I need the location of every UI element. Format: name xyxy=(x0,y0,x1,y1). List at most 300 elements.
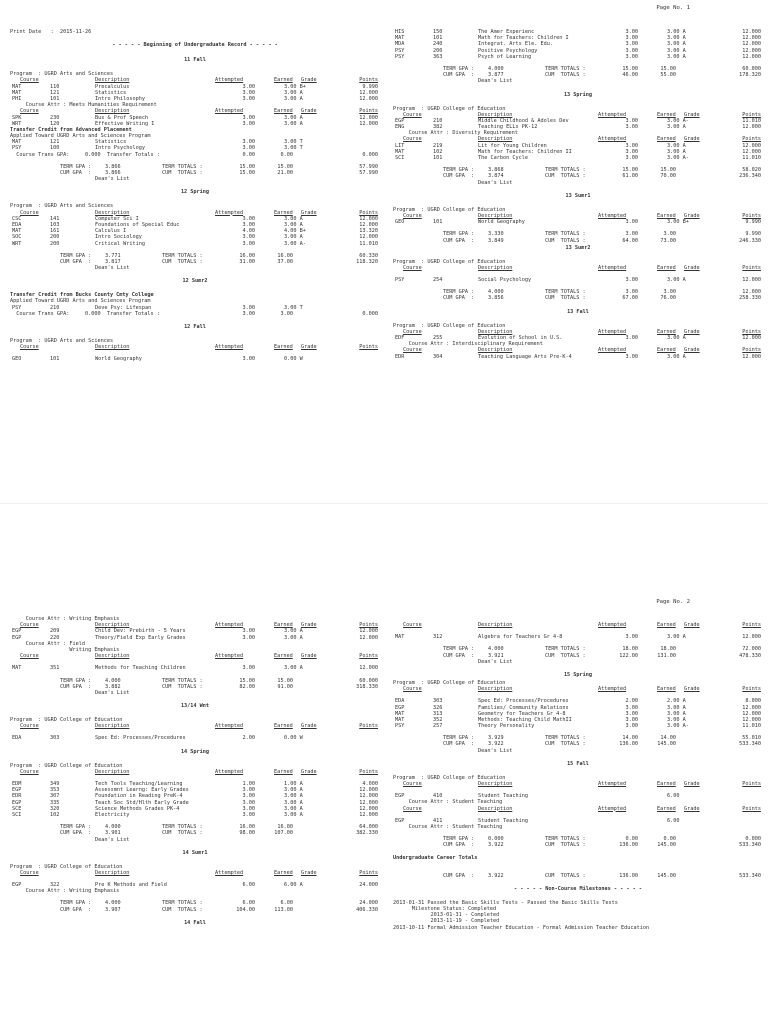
deans-list-note: Dean's List xyxy=(95,176,130,183)
totals-label: CUM TOTALS : xyxy=(162,170,203,176)
gpa-label: TERM GPA : xyxy=(443,65,475,72)
text-line: Applied Toward UGRD Arts and Sciences Program xyxy=(10,298,151,305)
course-attempted: 3.00 xyxy=(242,240,255,247)
header-course: Course xyxy=(403,805,422,812)
course-points: 12.000 xyxy=(359,95,378,102)
totals-earned: 3.00 xyxy=(663,289,676,296)
header-description: Description xyxy=(478,622,513,628)
course-row xyxy=(10,812,380,818)
totals-label: TERM TOTALS : xyxy=(162,824,203,831)
course-number: 257 xyxy=(433,723,443,730)
course-description: Families/ Community Relations xyxy=(478,704,569,711)
totals-label: CUM TOTALS : xyxy=(545,741,586,748)
totals-label: CUM TOTALS : xyxy=(162,906,203,913)
course-attempted: 3.00 xyxy=(625,155,638,161)
course-points: 12.000 xyxy=(359,89,378,96)
totals-earned: 70.00 xyxy=(660,173,676,180)
gpa-value: 3.866 xyxy=(105,163,121,170)
course-number: 101 xyxy=(433,219,443,226)
totals-attempted: 104.00 xyxy=(236,906,255,913)
course-points: 11.010 xyxy=(742,155,761,161)
header-earned: Earned xyxy=(274,723,293,730)
totals-points: 478.330 xyxy=(739,652,761,659)
header-attempted: Attempted xyxy=(215,869,244,876)
course-attempted: 3.00 xyxy=(625,704,638,711)
course-number: 210 xyxy=(50,304,60,311)
course-earned-grade: 3.00 A xyxy=(284,628,303,635)
header-points: Points xyxy=(359,77,378,84)
course-earned-grade: 3.00 A xyxy=(667,35,686,42)
header-attempted: Attempted xyxy=(215,653,244,660)
header-grade: Grade xyxy=(301,622,317,629)
course-points: 12.000 xyxy=(742,53,761,60)
course-subject: MAT xyxy=(12,228,22,235)
course-description: Statistics xyxy=(95,89,127,96)
course-description: Teaching Language Arts Pre-K-4 xyxy=(478,353,572,360)
section-heading: Transfer Credit from Advanced Placement xyxy=(10,126,132,133)
course-points: 12.000 xyxy=(359,811,378,818)
course-description: Theory Personality xyxy=(478,723,535,730)
totals-label: TERM TOTALS : xyxy=(545,167,586,174)
course-attempted: 3.00 xyxy=(625,53,638,60)
term-title: 13 Sumr1 xyxy=(565,192,591,199)
course-subject: MAT xyxy=(395,716,405,723)
course-earned-grade: 3.00 A xyxy=(284,634,303,641)
totals-earned: 16.00 xyxy=(277,824,293,831)
course-number: 200 xyxy=(433,47,443,54)
course-earned-grade: 3.00 A xyxy=(284,221,303,228)
header-grade: Grade xyxy=(684,264,700,271)
course-description: Psych of Learning xyxy=(478,53,532,60)
course-subject: SPK xyxy=(12,114,22,121)
totals-attempted: 136.00 xyxy=(619,741,638,748)
course-earned-grade: 6.00 xyxy=(667,817,680,824)
transfer-earned: 0.00 xyxy=(280,151,293,158)
term-title: 13 Fall xyxy=(567,308,589,315)
gpa-value: 3.771 xyxy=(105,252,121,259)
course-subject: EGP xyxy=(12,882,22,889)
course-subject: EGP xyxy=(395,704,405,711)
course-number: 150 xyxy=(433,29,443,35)
totals-points: 406.330 xyxy=(356,906,378,913)
totals-earned: 55.00 xyxy=(660,72,676,79)
course-points: 12.000 xyxy=(742,41,761,48)
course-subject: WRT xyxy=(12,240,22,247)
course-description: Geometry for Teachers Gr 4-8 xyxy=(478,710,566,717)
header-description: Description xyxy=(478,347,513,354)
header-attempted: Attempted xyxy=(598,136,627,143)
course-earned-grade: 6.00 A xyxy=(284,882,303,889)
course-description: Tech Tools Teaching/Learning xyxy=(95,781,183,787)
course-subject: WRT xyxy=(12,120,22,127)
text-line: Course Attr : Writing Emphasis xyxy=(10,616,120,622)
course-earned-grade: 2.00 A xyxy=(667,698,686,705)
course-attempted: 6.00 xyxy=(242,882,255,889)
course-points: 12.000 xyxy=(742,277,761,284)
course-points: 9.990 xyxy=(362,83,378,90)
course-description: Intro Sociology xyxy=(95,234,142,241)
header-course: Course xyxy=(20,209,39,216)
gpa-label: CUM GPA : xyxy=(60,906,92,913)
course-subject: SOC xyxy=(12,234,22,241)
header-grade: Grade xyxy=(684,328,700,335)
header-course: Course xyxy=(403,347,422,354)
totals-attempted: 16.00 xyxy=(239,252,255,259)
header-earned: Earned xyxy=(657,347,676,354)
course-description: Assessmnt Learng: Early Grades xyxy=(95,787,189,794)
course-attempted: 3.00 xyxy=(242,215,255,222)
text-line: 2013-01-31 - Completed xyxy=(393,912,500,919)
course-number: 313 xyxy=(433,710,443,717)
course-number: 312 xyxy=(433,634,443,641)
header-description: Description xyxy=(478,328,513,335)
course-points: 12.000 xyxy=(742,142,761,149)
totals-earned: 16.00 xyxy=(277,252,293,259)
term-title: - - - - - Beginning of Undergraduate Record - - - - - xyxy=(112,42,278,49)
gpa-line xyxy=(10,907,380,913)
header-earned: Earned xyxy=(274,768,293,775)
gpa-label: CUM GPA : xyxy=(443,842,475,849)
column-header xyxy=(393,686,763,692)
text-line: Program : UGRD College of Education xyxy=(393,258,506,265)
course-points: 12.000 xyxy=(359,787,378,794)
course-subject: EGP xyxy=(12,787,22,794)
totals-points: 57.990 xyxy=(359,170,378,176)
course-description: Critical Writing xyxy=(95,240,145,247)
term-title: 15 Spring xyxy=(563,671,593,678)
header-points: Points xyxy=(359,653,378,660)
right-column xyxy=(393,29,763,360)
course-earned-grade: 3.00 A xyxy=(667,353,686,360)
course-number: 103 xyxy=(50,221,60,228)
totals-earned: 145.00 xyxy=(657,741,676,748)
course-attempted: 4.00 xyxy=(242,228,255,235)
course-attempted: 3.00 xyxy=(625,148,638,155)
header-course: Course xyxy=(403,328,422,335)
totals-earned: 18.00 xyxy=(660,646,676,653)
course-points: 24.000 xyxy=(359,882,378,889)
course-row xyxy=(10,356,380,362)
text-line: Program : UGRD Arts and Sciences xyxy=(10,338,114,344)
header-grade: Grade xyxy=(684,781,700,787)
header-points: Points xyxy=(742,781,761,787)
header-points: Points xyxy=(359,869,378,876)
course-number: 120 xyxy=(50,120,60,127)
totals-earned: 76.00 xyxy=(660,295,676,302)
header-course: Course xyxy=(403,622,422,628)
course-row xyxy=(393,723,763,729)
totals-label: TERM TOTALS : xyxy=(545,646,586,653)
course-points: 12.000 xyxy=(742,148,761,155)
header-grade: Grade xyxy=(684,111,700,118)
header-attempted: Attempted xyxy=(215,768,244,775)
course-number: 102 xyxy=(50,811,60,818)
header-points: Points xyxy=(359,622,378,629)
course-points: 12.000 xyxy=(742,29,761,35)
course-subject: EGP xyxy=(395,817,405,824)
header-grade: Grade xyxy=(684,622,700,628)
header-course: Course xyxy=(403,212,422,219)
course-points: 12.000 xyxy=(742,124,761,131)
header-earned: Earned xyxy=(657,622,676,628)
section-heading: Undergraduate Career Totals xyxy=(393,854,478,861)
course-earned-grade: 3.00 B+ xyxy=(667,219,689,226)
header-points: Points xyxy=(742,136,761,143)
header-points: Points xyxy=(742,347,761,354)
header-points: Points xyxy=(359,108,378,115)
text-line: Program : UGRD College of Education xyxy=(393,679,506,686)
course-earned-grade: 3.00 A xyxy=(284,120,303,127)
text-line: Course Attr : Interdisciplinary Requirement xyxy=(393,341,543,348)
course-earned-grade: 3.00 A xyxy=(667,634,686,641)
deans-list-note: Dean's List xyxy=(95,689,130,696)
course-points: 12.000 xyxy=(359,634,378,641)
totals-points: 118.320 xyxy=(356,258,378,265)
totals-attempted: 14.00 xyxy=(622,735,638,742)
course-points: 11.010 xyxy=(742,117,761,124)
totals-label: CUM TOTALS : xyxy=(545,872,586,879)
course-points: 12.000 xyxy=(742,716,761,723)
course-description: Student Teaching xyxy=(478,817,528,824)
header-description: Description xyxy=(95,768,130,775)
gpa-label: TERM GPA : xyxy=(443,167,475,174)
course-attempted: 3.00 xyxy=(625,117,638,124)
header-description: Description xyxy=(95,723,130,730)
course-subject: EGP xyxy=(395,117,405,124)
course-subject: PSY xyxy=(12,145,22,152)
totals-earned: 15.00 xyxy=(660,167,676,174)
transfer-earned: 3.00 xyxy=(280,310,293,317)
course-subject: MAT xyxy=(12,139,22,146)
text-line: Program : UGRD Arts and Sciences xyxy=(10,71,114,78)
course-points: 12.000 xyxy=(359,114,378,121)
course-number: 363 xyxy=(433,53,443,60)
course-attempted: 2.00 xyxy=(625,698,638,705)
course-number: 411 xyxy=(433,817,443,824)
course-subject: EGP xyxy=(12,634,22,641)
course-attempted: 2.00 xyxy=(242,735,255,742)
course-description: Positive Psychology xyxy=(478,47,538,54)
header-attempted: Attempted xyxy=(215,622,244,629)
course-description: Statistics xyxy=(95,139,127,146)
totals-points: 60.000 xyxy=(742,65,761,72)
course-description: Evolution of School in U.S. xyxy=(478,335,563,341)
column-header xyxy=(10,653,380,659)
totals-attempted: 136.00 xyxy=(619,872,638,879)
header-description: Description xyxy=(478,805,513,812)
course-number: 141 xyxy=(50,215,60,222)
course-attempted: 3.00 xyxy=(625,335,638,341)
course-number: 255 xyxy=(433,335,443,341)
course-number: 101 xyxy=(433,35,443,42)
totals-points: 246.330 xyxy=(739,237,761,244)
course-description: Effective Writing I xyxy=(95,120,155,127)
course-attempted: 3.00 xyxy=(242,665,255,672)
course-description: Foundation in Reading PreK-4 xyxy=(95,793,183,800)
header-grade: Grade xyxy=(684,347,700,354)
header-grade: Grade xyxy=(301,77,317,84)
totals-attempted: 61.00 xyxy=(622,173,638,180)
term-title: 12 Fall xyxy=(184,324,206,330)
text-line: Program : UGRD College of Education xyxy=(393,322,506,329)
totals-label: CUM TOTALS : xyxy=(162,683,203,690)
header-points: Points xyxy=(359,344,378,351)
transfer-attempted: 0.00 xyxy=(242,151,255,158)
text-line: Program : UGRD College of Education xyxy=(393,105,506,112)
course-earned-grade: 4.00 B+ xyxy=(284,228,306,235)
header-description: Description xyxy=(95,77,130,84)
course-points: 12.000 xyxy=(359,221,378,228)
course-subject: EDR xyxy=(12,793,22,800)
course-subject: HIS xyxy=(395,29,405,35)
text-line: Course Attr : Student Teaching xyxy=(393,823,503,830)
header-description: Description xyxy=(95,344,130,351)
header-attempted: Attempted xyxy=(598,347,627,354)
course-attempted: 1.00 xyxy=(242,781,255,787)
totals-attempted: 15.00 xyxy=(239,677,255,684)
course-attempted: 3.00 xyxy=(242,634,255,641)
totals-earned: 145.00 xyxy=(657,872,676,879)
totals-label: TERM TOTALS : xyxy=(162,163,203,170)
column-header xyxy=(10,344,380,350)
totals-points: 24.000 xyxy=(359,900,378,907)
course-number: 101 xyxy=(50,356,60,363)
term-title: 13 Spring xyxy=(563,91,593,98)
header-course: Course xyxy=(20,77,39,84)
gpa-value: 4.000 xyxy=(105,677,121,684)
header-earned: Earned xyxy=(274,622,293,629)
term-title: 15 Fall xyxy=(567,760,589,767)
totals-earned: 6.00 xyxy=(280,900,293,907)
course-points: 12.000 xyxy=(742,710,761,717)
header-description: Description xyxy=(478,686,513,693)
course-attempted: 3.00 xyxy=(242,628,255,635)
course-description: Deve Psy: Lifespan xyxy=(95,304,152,311)
course-description: Science Methods Grades PK-4 xyxy=(95,805,180,812)
totals-earned: 0.00 xyxy=(663,836,676,843)
header-description: Description xyxy=(478,136,513,143)
course-description: World Geography xyxy=(95,356,142,363)
deans-list-note: Dean's List xyxy=(478,747,513,754)
course-subject: MAT xyxy=(395,35,405,42)
course-earned-grade: 3.00 A xyxy=(667,47,686,54)
gpa-value: 4.000 xyxy=(488,289,504,296)
header-points: Points xyxy=(742,805,761,812)
course-earned-grade: 3.00 T xyxy=(284,145,303,152)
totals-attempted: 82.00 xyxy=(239,683,255,690)
totals-attempted: 64.00 xyxy=(622,237,638,244)
course-description: Methods for Teaching Children xyxy=(95,665,186,672)
header-attempted: Attempted xyxy=(598,212,627,219)
course-subject: MAT xyxy=(12,83,22,90)
course-row xyxy=(393,219,763,225)
gpa-label: CUM GPA : xyxy=(60,830,92,837)
course-subject: EGP xyxy=(395,793,405,800)
course-attempted: 3.00 xyxy=(242,145,255,152)
header-course: Course xyxy=(20,869,39,876)
course-attempted: 3.00 xyxy=(625,41,638,48)
course-number: 219 xyxy=(433,142,443,149)
course-number: 230 xyxy=(50,114,60,121)
course-earned-grade: 3.00 A xyxy=(284,215,303,222)
totals-earned: 15.00 xyxy=(277,163,293,170)
gpa-value: 3.856 xyxy=(488,295,504,302)
gpa-label: TERM GPA : xyxy=(443,735,475,742)
text-line: Program : UGRD College of Education xyxy=(10,863,123,870)
totals-attempted: 15.00 xyxy=(622,167,638,174)
course-points: 11.010 xyxy=(359,240,378,247)
course-attempted: 3.00 xyxy=(625,47,638,54)
column-header xyxy=(393,781,763,787)
course-number: 220 xyxy=(50,634,60,641)
gpa-value: 3.874 xyxy=(488,173,504,180)
totals-label: CUM TOTALS : xyxy=(545,72,586,79)
course-row xyxy=(10,241,380,247)
totals-earned: 113.00 xyxy=(274,906,293,913)
course-points: 12.000 xyxy=(359,234,378,241)
totals-label: CUM TOTALS : xyxy=(545,173,586,180)
header-description: Description xyxy=(478,111,513,118)
gpa-label: CUM GPA : xyxy=(443,652,475,659)
course-earned-grade: 3.00 T xyxy=(284,139,303,146)
course-attempted: 3.00 xyxy=(625,277,638,284)
course-subject: MAT xyxy=(12,665,22,672)
course-subject: EDM xyxy=(12,781,22,787)
deans-list-note: Dean's List xyxy=(478,78,513,85)
course-attempted: 3.00 xyxy=(242,95,255,102)
totals-points: 64.000 xyxy=(359,824,378,831)
course-points: 8.000 xyxy=(745,698,761,705)
course-subject: SCE xyxy=(12,805,22,812)
text-line: 2013-01-31 Passed the Basic Skills Tests - Passed the Basic Skills Tests xyxy=(393,899,618,906)
course-earned-grade: 6.00 xyxy=(667,793,680,800)
course-number: 100 xyxy=(50,145,60,152)
course-number: 200 xyxy=(50,234,60,241)
course-earned-grade: 3.00 A- xyxy=(667,117,689,124)
left-column xyxy=(10,29,380,363)
gpa-value: 3.849 xyxy=(488,237,504,244)
course-earned-grade: 3.00 A xyxy=(284,234,303,241)
totals-attempted: 15.00 xyxy=(239,170,255,176)
term-title: 14 Sumr1 xyxy=(182,849,208,856)
totals-attempted: 67.00 xyxy=(622,295,638,302)
course-subject: ENG xyxy=(395,124,405,131)
course-subject: EDA xyxy=(395,698,405,705)
gpa-label: TERM GPA : xyxy=(443,289,475,296)
course-description: Spec Ed: Processes/Procedures xyxy=(478,698,569,705)
page-number: Page No. 1 xyxy=(656,5,690,11)
course-attempted: 3.00 xyxy=(242,89,255,96)
course-subject: MAT xyxy=(395,148,405,155)
totals-attempted: 0.00 xyxy=(625,836,638,843)
course-attempted: 3.00 xyxy=(242,83,255,90)
gpa-label: TERM GPA : xyxy=(60,677,92,684)
course-description: Math for Teachers: Children I xyxy=(478,35,569,42)
totals-earned: 145.00 xyxy=(657,842,676,849)
text-line: Course Attr : Student Teaching xyxy=(393,799,503,806)
course-earned-grade: 3.00 A xyxy=(667,148,686,155)
header-attempted: Attempted xyxy=(598,622,627,628)
gpa-value: 3.901 xyxy=(105,830,121,837)
course-attempted: 3.00 xyxy=(625,142,638,149)
course-attempted: 3.00 xyxy=(242,304,255,311)
header-earned: Earned xyxy=(274,344,293,351)
text-line: Course Attr : Diversity Requirement xyxy=(393,130,518,137)
gpa-line xyxy=(393,238,763,244)
course-subject: SCI xyxy=(395,155,405,161)
header-earned: Earned xyxy=(274,653,293,660)
course-row xyxy=(393,634,763,640)
